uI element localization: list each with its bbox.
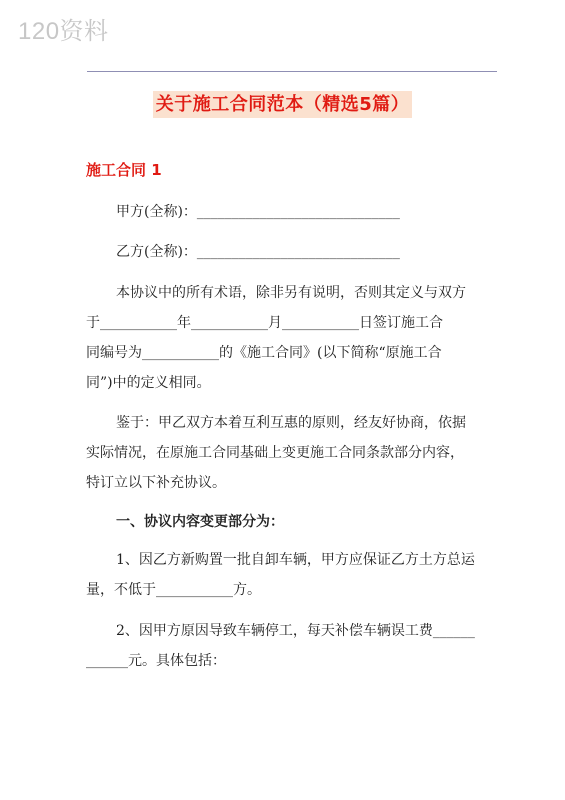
document-title: 关于施工合同范本（精选5篇） [153,91,413,118]
paragraph-line: 实际情况，在原施工合同基础上变更施工合同条款部分内容， [86,445,464,461]
document-title-container [0,91,565,118]
paragraph-line: 同”)中的定义相同。 [86,375,211,391]
clause-item-line: 2、因甲方原因导致车辆停工，每天补偿车辆误工费______ [116,623,475,639]
paragraph-line: 同编号为___________的《施工合同》(以下简称“原施工合 [86,345,442,361]
party-a-line: 甲方(全称)：_____________________________ [116,204,400,220]
party-b-line: 乙方(全称)：_____________________________ [116,244,400,260]
clause-item-line: 1、因乙方新购置一批自卸车辆，甲方应保证乙方土方总运 [116,552,475,568]
paragraph-line: 本协议中的所有术语，除非另有说明，否则其定义与双方 [116,285,466,301]
watermark: 120资料 [18,18,109,45]
clause-item-line: ______元。具体包括： [86,653,226,669]
header-rule [87,71,497,72]
section-title: 施工合同 1 [86,161,162,179]
clause-item-line: 量，不低于___________方。 [86,582,261,598]
clause-heading: 一、协议内容变更部分为： [116,514,284,530]
paragraph-line: 于___________年___________月___________日签订施工合 [86,315,443,331]
paragraph-line: 特订立以下补充协议。 [86,475,226,491]
paragraph-line: 鉴于：甲乙双方本着互利互惠的原则，经友好协商，依据 [116,415,466,431]
